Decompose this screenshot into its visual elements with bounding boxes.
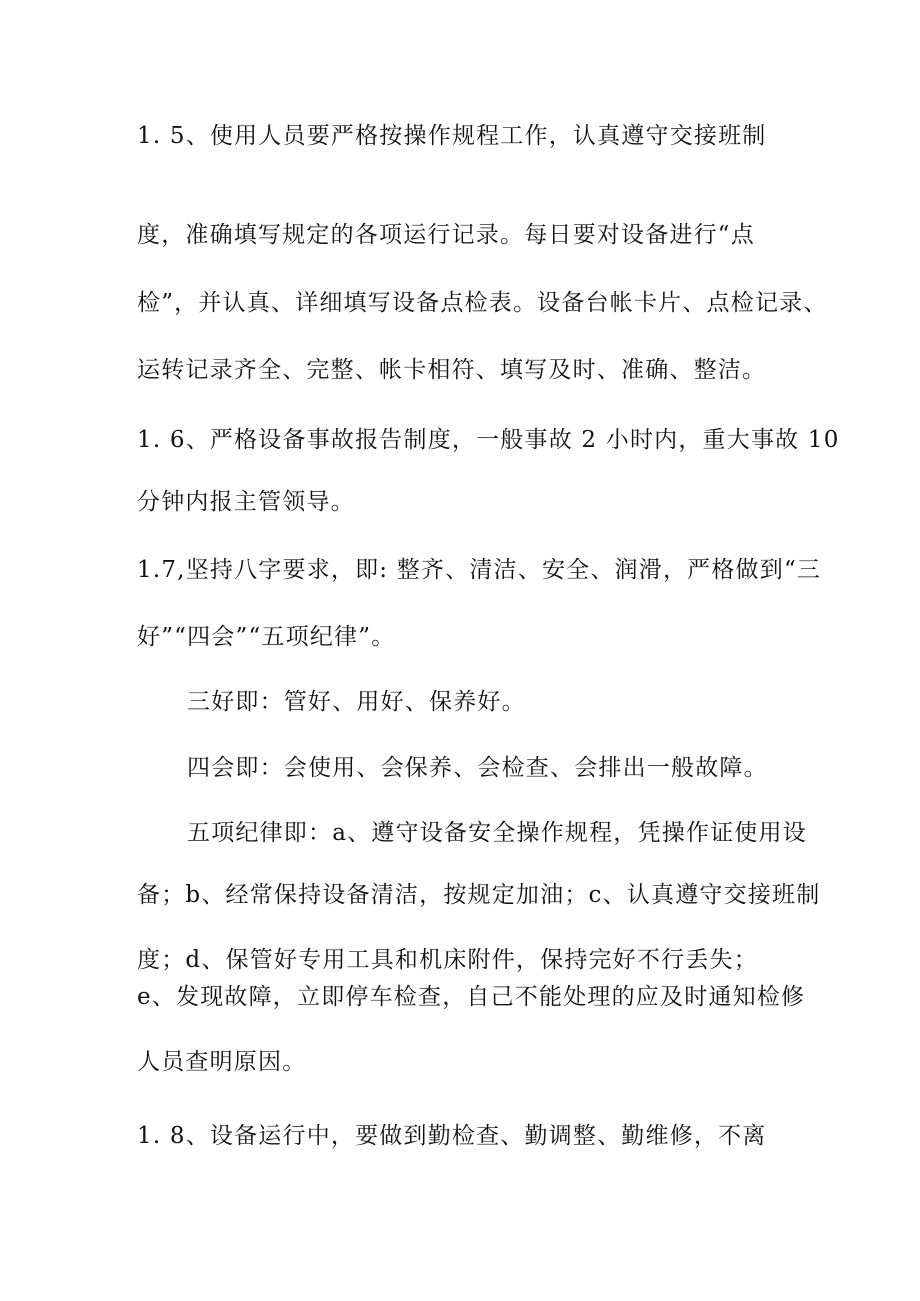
text-line-four-skills: 四会即：会使用、会保养、会检查、会排出一般故障。 <box>187 755 768 781</box>
text-line-1-8-start: 1. 8、设备运行中，要做到勤检查、勤调整、勤维修，不离 <box>137 1123 767 1149</box>
text-line-1-6-start: 1. 6、严格设备事故报告制度，一般事故 2 小时内，重大事故 10 <box>137 427 840 453</box>
text-line-1-5-start: 1. 5、使用人员要严格按操作规程工作，认真遵守交接班制 <box>137 123 767 149</box>
text-line-1-5-cont-3: 运转记录齐全、完整、帐卡相符、填写及时、准确、整洁。 <box>137 357 767 383</box>
text-line-five-disciplines-end: 人员查明原因。 <box>137 1049 307 1075</box>
text-line-1-5-cont-1: 度，准确填写规定的各项运行记录。每日要对设备进行“点 <box>137 222 755 248</box>
text-line-three-goods: 三好即：管好、用好、保养好。 <box>187 689 526 715</box>
text-line-five-disciplines-start: 五项纪律即：a、遵守设备安全操作规程，凭操作证使用设 <box>187 820 807 846</box>
text-line-1-7-start: 1.7,坚持八字要求，即: 整齐、清洁、安全、润滑，严格做到“三 <box>137 557 822 583</box>
text-line-five-disciplines-b-c: 备；b、经常保持设备清洁，按规定加油；c、认真遵守交接班制 <box>137 882 821 908</box>
text-line-five-disciplines-e: e、发现故障，立即停车检查，自己不能处理的应及时通知检修 <box>137 984 806 1010</box>
text-line-1-7-cont: 好”“四会”“五项纪律”。 <box>137 624 396 650</box>
text-line-five-disciplines-d: 度；d、保管好专用工具和机床附件，保持完好不行丢失； <box>137 947 758 973</box>
text-line-1-5-cont-2: 检”，并认真、详细填写设备点检表。设备台帐卡片、点检记录、 <box>137 290 828 316</box>
text-line-1-6-cont: 分钟内报主管领导。 <box>137 489 355 515</box>
